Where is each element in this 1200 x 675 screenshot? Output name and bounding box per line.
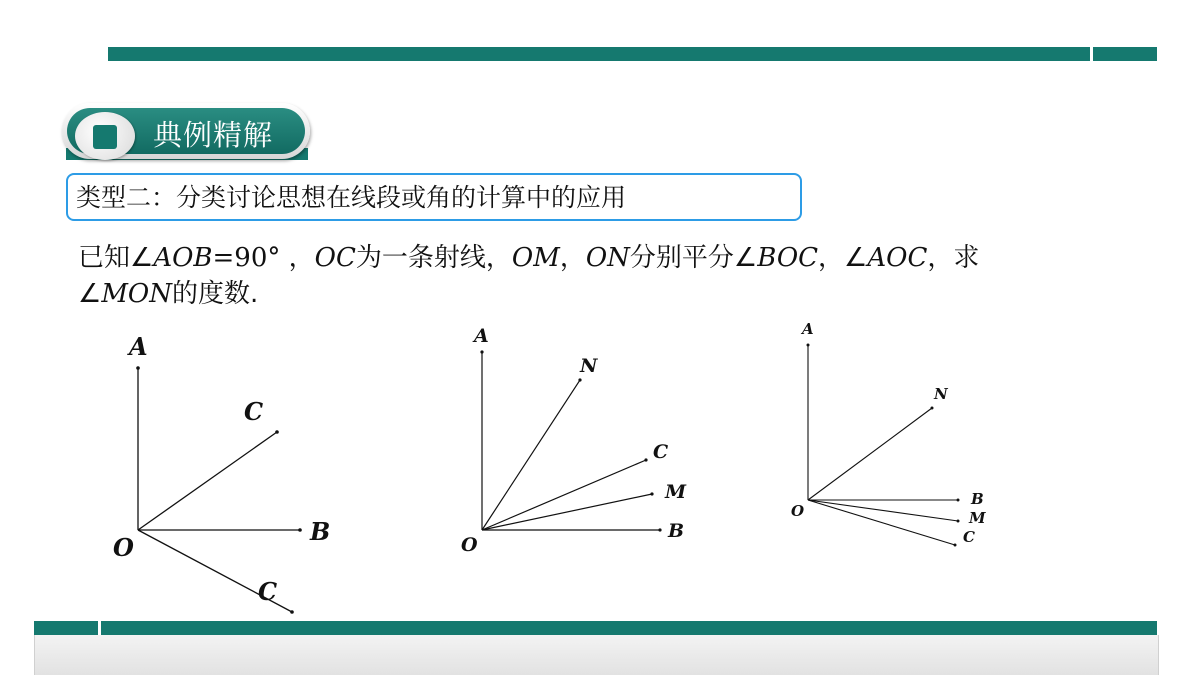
math-var: ON — [585, 243, 630, 273]
problem-text: ∠ — [78, 279, 102, 309]
label-M: M — [665, 481, 687, 503]
point-M — [650, 492, 653, 495]
footer-bar-start — [34, 621, 98, 635]
label-C: C — [963, 528, 975, 546]
section-title: 典例精解 — [153, 118, 274, 152]
label-C: C — [653, 441, 669, 463]
ray-ON — [482, 380, 580, 530]
label-B: B — [668, 520, 685, 542]
point-B — [658, 528, 661, 531]
point-M — [957, 520, 960, 523]
label-M: M — [969, 509, 986, 527]
label-B: B — [971, 490, 984, 508]
label-A: A — [129, 332, 148, 361]
label-O: O — [113, 533, 134, 562]
point-C1 — [275, 430, 279, 434]
point-B — [298, 528, 302, 532]
point-C — [644, 458, 647, 461]
label-B: B — [310, 517, 331, 546]
label-C: C — [244, 397, 264, 426]
label-A: A — [802, 320, 814, 338]
point-A — [136, 366, 140, 370]
point-C2 — [290, 610, 294, 614]
label-N: N — [580, 355, 598, 377]
math-var: BOC — [757, 243, 819, 273]
point-A — [480, 350, 483, 353]
math-var: OC — [314, 243, 356, 273]
problem-text: 已知∠ — [78, 243, 154, 273]
point-N — [578, 378, 581, 381]
ray-OM — [808, 500, 958, 521]
problem-text: 分别平分∠ — [629, 243, 758, 273]
math-var: MON — [101, 279, 172, 309]
footer-band — [34, 635, 1159, 675]
ray-OC — [482, 460, 646, 530]
problem-text: ， — [559, 243, 586, 273]
point-C — [954, 544, 957, 547]
type-heading: 类型二：分类讨论思想在线段或角的计算中的应用 — [76, 183, 627, 212]
label-O: O — [791, 502, 805, 520]
point-A — [807, 344, 810, 347]
math-var: OM — [511, 243, 560, 273]
label-O: O — [461, 534, 478, 556]
label-N: N — [934, 385, 948, 403]
problem-text: 的度数. — [172, 279, 259, 309]
math-var: AOC — [867, 243, 928, 273]
problem-text: ，∠ — [818, 243, 868, 273]
footer-bar — [101, 621, 1157, 635]
problem-text: =90° ， — [212, 243, 315, 273]
ray-OC1 — [138, 432, 277, 530]
point-B — [957, 499, 960, 502]
problem-text: 为一条射线， — [355, 243, 512, 273]
label-C: C — [258, 577, 278, 606]
ray-OC — [808, 500, 955, 545]
math-var: AOB — [153, 243, 213, 273]
ray-ON — [808, 408, 932, 500]
problem-text: ，求 — [927, 243, 980, 273]
label-A: A — [474, 325, 489, 347]
point-N — [931, 407, 934, 410]
ray-OM — [482, 494, 652, 530]
